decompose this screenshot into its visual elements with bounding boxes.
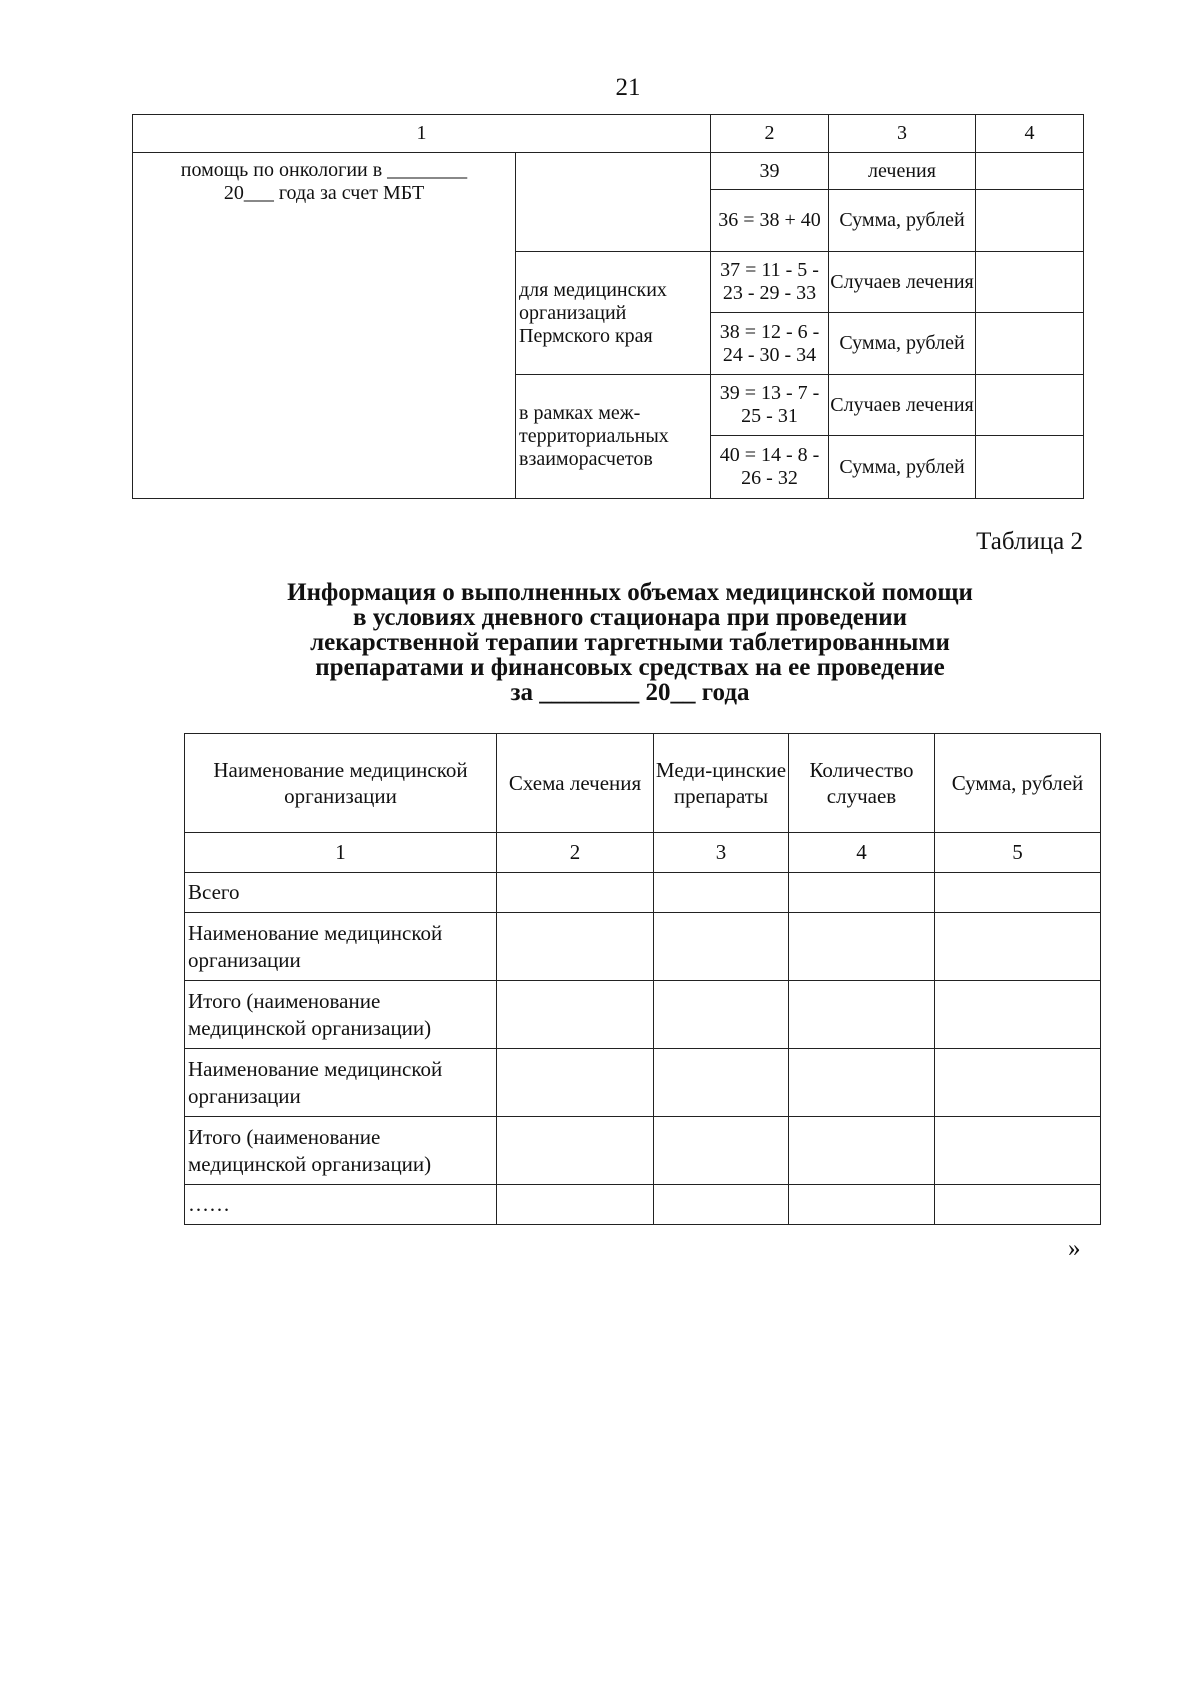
title-line: лекарственной терапии таргетными таблетированными [310,629,950,656]
row-label-line: 20___ года за счет МБТ [223,182,425,204]
column-number-row [185,833,1101,873]
table-row [185,1049,1101,1117]
table-cell [497,873,654,913]
value-cell [976,153,1084,190]
column-header: Схема лечения [497,734,654,833]
table-row [185,981,1101,1049]
table-cell [497,913,654,981]
column-number: 2 [497,833,654,873]
title-line: препаратами и финансовых средствах на ее проведение [315,654,945,681]
table-cell [497,1185,654,1225]
row-label: Наименование медицинской организации [185,913,497,981]
table-cell [654,873,789,913]
formula-cell: 39 = 13 - 7 - 25 - 31 [711,375,829,436]
table-cell [654,981,789,1049]
value-cell [976,190,1084,252]
volumes-table [184,733,1101,1225]
header-cell: 3 [829,115,976,153]
row-label: Всего [185,873,497,913]
table-row [185,913,1101,981]
table-row [133,153,1084,190]
column-number: 5 [935,833,1101,873]
formula-cell: 40 = 14 - 8 - 26 - 32 [711,436,829,499]
table-cell [935,913,1101,981]
table-cell [935,873,1101,913]
table-header-row [133,115,1084,153]
column-number: 3 [654,833,789,873]
row-label-cell [133,153,516,499]
header-cell: 1 [133,115,711,153]
table-label: Таблица 2 [976,528,1083,555]
column-header: Меди-цинские препараты [654,734,789,833]
unit-cell: лечения [829,153,976,190]
header-cell: 4 [976,115,1084,153]
column-header: Сумма, рублей [935,734,1101,833]
row-label: Наименование медицинской организации [185,1049,497,1117]
table-cell [789,913,935,981]
table-cell [935,1185,1101,1225]
row-label: Итого (наименование медицинской организации) [185,981,497,1049]
table-cell [789,873,935,913]
title-line: за ________ 20__ года [510,679,750,706]
value-cell [976,313,1084,375]
table-cell [654,1117,789,1185]
closing-quote-mark: » [1068,1235,1081,1262]
unit-cell: Случаев лечения [829,252,976,313]
group-cell: в рамках меж-территориальных взаиморасчетов [516,375,711,499]
continuation-table [132,114,1084,499]
row-label-line: помощь по онкологии в ________ [180,159,468,181]
table-row [185,1185,1101,1225]
group-cell: для медицинских организаций Пермского края [516,252,711,375]
row-label: …… [185,1185,497,1225]
column-number: 1 [185,833,497,873]
unit-cell: Сумма, рублей [829,190,976,252]
column-number: 4 [789,833,935,873]
table-cell [935,981,1101,1049]
table-cell [497,1049,654,1117]
header-cell: 2 [711,115,829,153]
formula-cell: 37 = 11 - 5 - 23 - 29 - 33 [711,252,829,313]
table-cell [789,1049,935,1117]
formula-cell: 38 = 12 - 6 - 24 - 30 - 34 [711,313,829,375]
table-cell [497,1117,654,1185]
page-number: 21 [615,74,641,101]
unit-cell: Сумма, рублей [829,313,976,375]
title-line: Информация о выполненных объемах медицинской помощи [287,579,973,606]
value-cell [976,436,1084,499]
column-header: Количество случаев [789,734,935,833]
table-header-row [185,734,1101,833]
unit-cell: Случаев лечения [829,375,976,436]
row-label: Итого (наименование медицинской организации) [185,1117,497,1185]
table-row [185,1117,1101,1185]
table-cell [789,1185,935,1225]
table-cell [789,1117,935,1185]
table-cell [497,981,654,1049]
formula-cell: 36 = 38 + 40 [711,190,829,252]
table-title [150,580,1110,705]
unit-cell: Сумма, рублей [829,436,976,499]
value-cell [976,252,1084,313]
table-cell [654,913,789,981]
table-cell [935,1117,1101,1185]
title-line: в условиях дневного стационара при проведении [352,604,908,631]
column-header: Наименование медицинской организации [185,734,497,833]
formula-cell: 39 [711,153,829,190]
value-cell [976,375,1084,436]
table-row [185,873,1101,913]
table-cell [935,1049,1101,1117]
table-cell [654,1049,789,1117]
table-cell [654,1185,789,1225]
table-cell [789,981,935,1049]
group-cell [516,153,711,252]
